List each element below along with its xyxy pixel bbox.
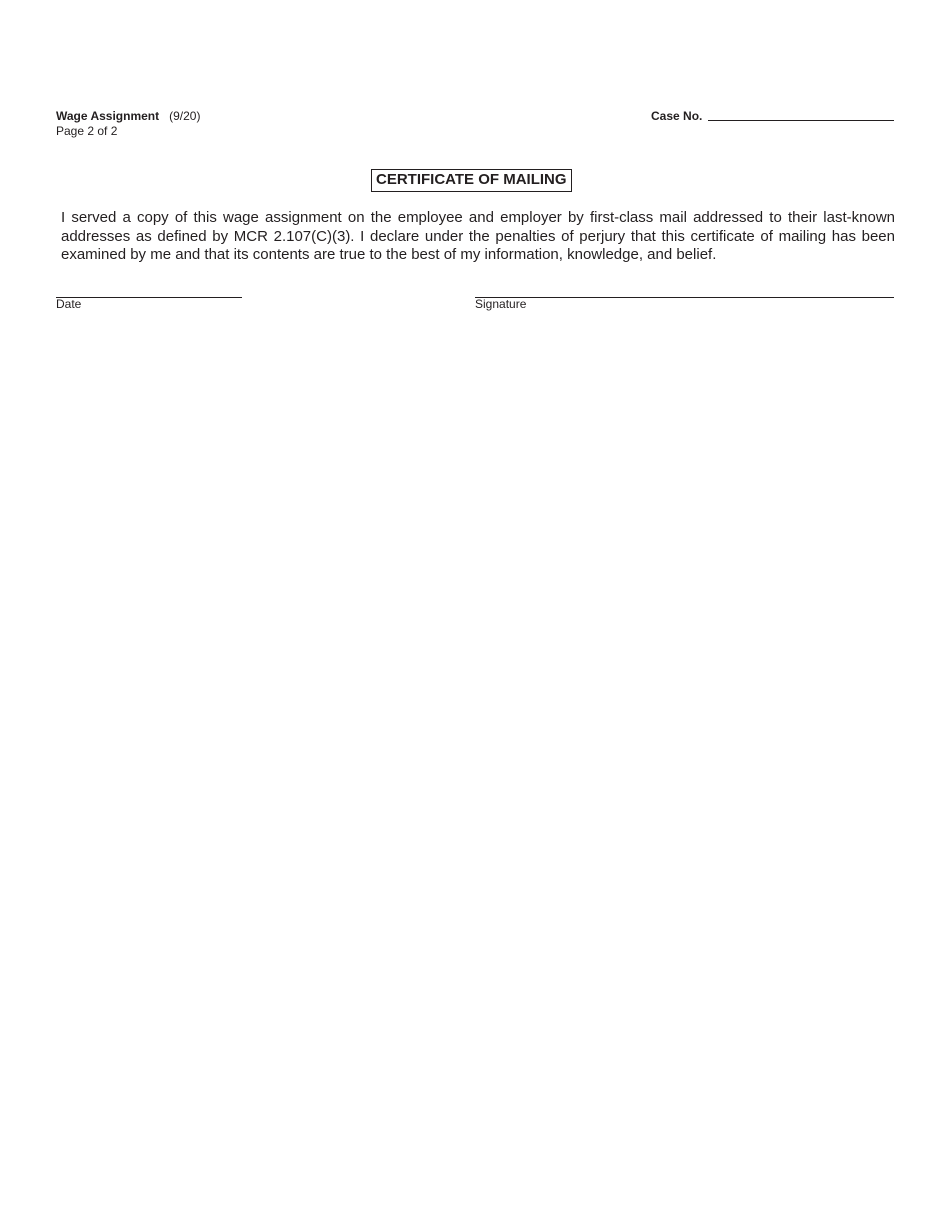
- date-label: Date: [56, 297, 82, 311]
- case-number-field[interactable]: [708, 120, 894, 121]
- date-field[interactable]: [56, 297, 242, 298]
- certificate-title: CERTIFICATE OF MAILING: [371, 169, 572, 192]
- certificate-statement: I served a copy of this wage assignment on the employee and employer by first-class mail addressed to their last-known addresses as defined by MCR 2.107(C)(3). I declare under the penalties of perjury that this certificate of mailing has been examined by me and that its contents are true to the best of my information, knowledge, and belief.: [61, 209, 895, 263]
- form-identifier: [56, 109, 200, 124]
- signature-label: Signature: [475, 297, 527, 311]
- page-indicator: Page 2 of 2: [56, 124, 118, 138]
- signature-field[interactable]: [475, 297, 894, 298]
- form-revision: (9/20): [169, 109, 201, 123]
- case-number-label: Case No.: [651, 109, 703, 123]
- form-title: Wage Assignment: [56, 109, 160, 123]
